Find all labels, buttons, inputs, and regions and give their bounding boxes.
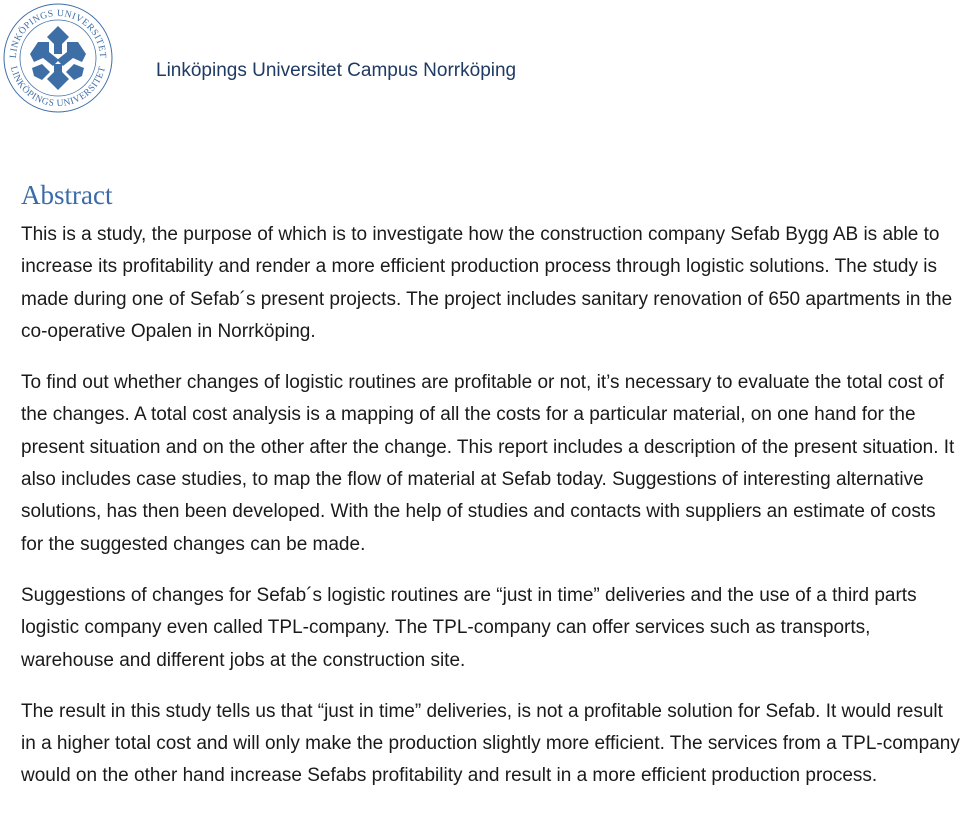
abstract-body (21, 219, 960, 793)
abstract-paragraph: Suggestions of changes for Sefab´s logistic routines are “just in time” deliveries and the use of a third parts logistic company even called TPL-company. The TPL-company can offer services such as transports, warehouse and different jobs at the construction site. (21, 584, 917, 671)
university-logo (2, 2, 114, 114)
logo-text-bottom: LINKÖPINGS UNIVERSITET (7, 65, 109, 110)
abstract-paragraph: This is a study, the purpose of which is to investigate how the construction company Sefab Bygg AB is able to increase its profitability and render a more efficient production process through logistic solutions. The study is made during one of Sefab´s present projects. The project includes sanitary renovation of 650 apartments in the co-operative Opalen in Norrköping. (21, 224, 953, 342)
logo-text-top: LINKÖPINGS UNIVERSITET (8, 8, 108, 59)
abstract-paragraph: The result in this study tells us that “just in time” deliveries, is not a profitable solution for Sefab. It would result in a higher total cost and will only make the production slightly more efficient. The services from a TPL-company would on the other hand increase Sefabs profitability and result in a more efficient production process. (21, 700, 960, 787)
abstract-paragraph: To find out whether changes of logistic routines are profitable or not, it’s necessary to evaluate the total cost of the changes. A total cost analysis is a mapping of all the costs for a particular material, on one hand for the present situation and on the other after the change. This report includes a description of the present situation. It also includes case studies, to map the flow of material at Sefab today. Suggestions of interesting alternative solutions, has then been developed. With the help of studies and contacts with suppliers an estimate of costs for the suggested changes can be made. (21, 372, 955, 555)
logo-emblem (30, 26, 86, 90)
abstract-heading: Abstract (21, 180, 113, 210)
institution-name: Linköpings Universitet Campus Norrköping (156, 60, 517, 81)
